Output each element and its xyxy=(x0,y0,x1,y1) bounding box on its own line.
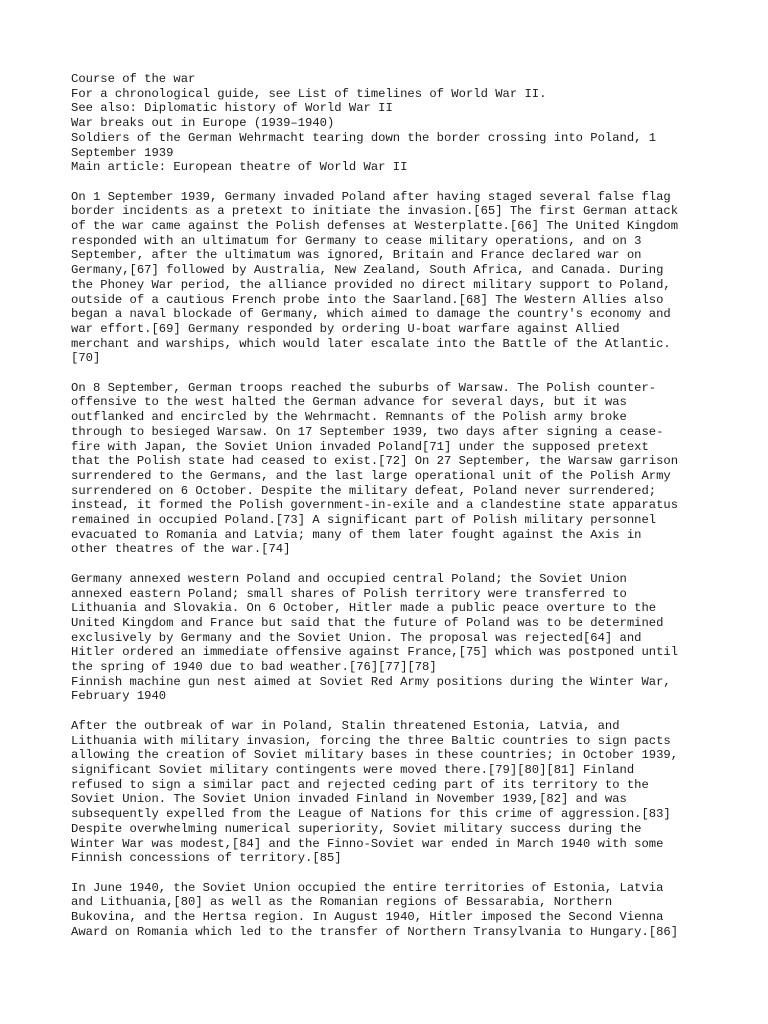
paragraph-line: evacuated to Romania and Latvia; many of them later fought against the Axis in xyxy=(71,527,642,542)
paragraph-line: On 1 September 1939, Germany invaded Poland after having staged several false flag xyxy=(71,189,671,204)
paragraph-line: allowing the creation of Soviet military bases in these countries; in October 1939, xyxy=(71,748,679,763)
timeline-note: For a chronological guide, see List of timelines of World War II. xyxy=(71,86,547,101)
section-title: Course of the war xyxy=(71,72,196,86)
paragraph-line: fire with Japan, the Soviet Union invaded Poland[71] under the supposed pretext xyxy=(71,439,649,454)
paragraph-line: the spring of 1940 due to bad weather.[76][77][78] xyxy=(71,660,437,675)
paragraph-line: Finnish concessions of territory.[85] xyxy=(71,851,342,866)
paragraph-line: Lithuania and Slovakia. On 6 October, Hitler made a public peace overture to the xyxy=(71,601,657,616)
paragraph-line: Bukovina, and the Hertsa region. In August 1940, Hitler imposed the Second Vienna xyxy=(71,910,664,924)
paragraph-line: began a naval blockade of Germany, which aimed to damage the country's economy and xyxy=(71,307,671,322)
paragraph-line: outflanked and encircled by the Wehrmacht. Remnants of the Polish army broke xyxy=(71,410,627,425)
paragraph-line: United Kingdom and France but said that the future of Poland was to be determined xyxy=(71,615,664,630)
paragraph-line: surrendered on 6 October. Despite the military defeat, Poland never surrendered; xyxy=(71,483,657,498)
see-also-note: See also: Diplomatic history of World War II xyxy=(71,101,393,116)
paragraph-line: merchant and warships, which would later escalate into the Battle of the Atlantic. xyxy=(71,336,671,351)
paragraph-line: of the war came against the Polish defenses at Westerplatte.[66] The United Kingdom xyxy=(71,219,679,234)
paragraph-line: subsequently expelled from the League of Nations for this crime of aggression.[83] xyxy=(71,807,671,822)
paragraph-line: After the outbreak of war in Poland, Stalin threatened Estonia, Latvia, and xyxy=(71,718,620,733)
paragraph-line: September, after the ultimatum was ignored, Britain and France declared war on xyxy=(71,248,642,263)
header-block xyxy=(71,72,711,175)
paragraph-warsaw xyxy=(71,381,711,557)
document-page xyxy=(71,72,711,954)
paragraph-invasion-of-poland xyxy=(71,190,711,366)
image-caption-line: Soldiers of the German Wehrmacht tearing down the border crossing into Poland, 1 xyxy=(71,130,657,145)
paragraph-line: surrendered to the Germans, and the last large operational unit of the Polish Army xyxy=(71,468,671,483)
paragraph-line: other theatres of the war.[74] xyxy=(71,542,291,557)
paragraph-annexation xyxy=(71,572,711,704)
paragraph-line: and Lithuania,[80] as well as the Romanian regions of Bessarabia, Northern xyxy=(71,895,613,910)
paragraph-line: offensive to the west halted the German advance for several days, but it was xyxy=(71,395,627,410)
paragraph-line: Germany annexed western Poland and occupied central Poland; the Soviet Union xyxy=(71,571,627,586)
paragraph-line: through to besieged Warsaw. On 17 September 1939, two days after signing a cease- xyxy=(71,424,664,439)
paragraph-line: Lithuania with military invasion, forcing the three Baltic countries to sign pacts xyxy=(71,733,671,748)
paragraph-line: remained in occupied Poland.[73] A significant part of Polish military personnel xyxy=(71,513,657,528)
paragraph-line: Winter War was modest,[84] and the Finno-Soviet war ended in March 1940 with some xyxy=(71,836,664,851)
paragraph-line: Award on Romania which led to the transfer of Northern Transylvania to Hungary.[86] xyxy=(71,924,679,939)
paragraph-line: annexed eastern Poland; small shares of Polish territory were transferred to xyxy=(71,586,627,601)
image-caption-line: September 1939 xyxy=(71,145,174,160)
paragraph-line: Germany,[67] followed by Australia, New Zealand, South Africa, and Canada. During xyxy=(71,263,664,278)
paragraph-line: [70] xyxy=(71,351,101,366)
paragraph-line: significant Soviet military contingents were moved there.[79][80][81] Finland xyxy=(71,762,635,777)
paragraph-line: the Phoney War period, the alliance provided no direct military support to Poland, xyxy=(71,277,671,292)
paragraph-line: On 8 September, German troops reached the suburbs of Warsaw. The Polish counter- xyxy=(71,380,657,395)
paragraph-line: instead, it formed the Polish government-in-exile and a clandestine state apparatus xyxy=(71,498,679,513)
paragraph-line: In June 1940, the Soviet Union occupied the entire territories of Estonia, Latvia xyxy=(71,880,664,895)
subsection-title: War breaks out in Europe (1939–1940) xyxy=(71,116,335,131)
paragraph-baltic-finland xyxy=(71,719,711,866)
paragraph-line: Hitler ordered an immediate offensive against France,[75] which was postponed until xyxy=(71,645,679,660)
paragraph-line: war effort.[69] Germany responded by ordering U-boat warfare against Allied xyxy=(71,321,620,336)
paragraph-line: border incidents as a pretext to initiate the invasion.[65] The first German attack xyxy=(71,204,679,219)
image-caption-line: February 1940 xyxy=(71,689,167,704)
paragraph-line: outside of a cautious French probe into the Saarland.[68] The Western Allies also xyxy=(71,292,664,307)
paragraph-line: exclusively by Germany and the Soviet Union. The proposal was rejected[64] and xyxy=(71,630,642,645)
main-article-note: Main article: European theatre of World War II xyxy=(71,160,408,175)
paragraph-june-1940 xyxy=(71,881,711,940)
paragraph-line: Despite overwhelming numerical superiority, Soviet military success during the xyxy=(71,821,642,836)
paragraph-line: refused to sign a similar pact and rejected ceding part of its territory to the xyxy=(71,777,649,792)
paragraph-line: responded with an ultimatum for Germany to cease military operations, and on 3 xyxy=(71,233,642,248)
paragraph-line: that the Polish state had ceased to exist.[72] On 27 September, the Warsaw garrison xyxy=(71,454,679,469)
image-caption-line: Finnish machine gun nest aimed at Soviet Red Army positions during the Winter War, xyxy=(71,674,671,689)
paragraph-line: Soviet Union. The Soviet Union invaded Finland in November 1939,[82] and was xyxy=(71,792,627,807)
